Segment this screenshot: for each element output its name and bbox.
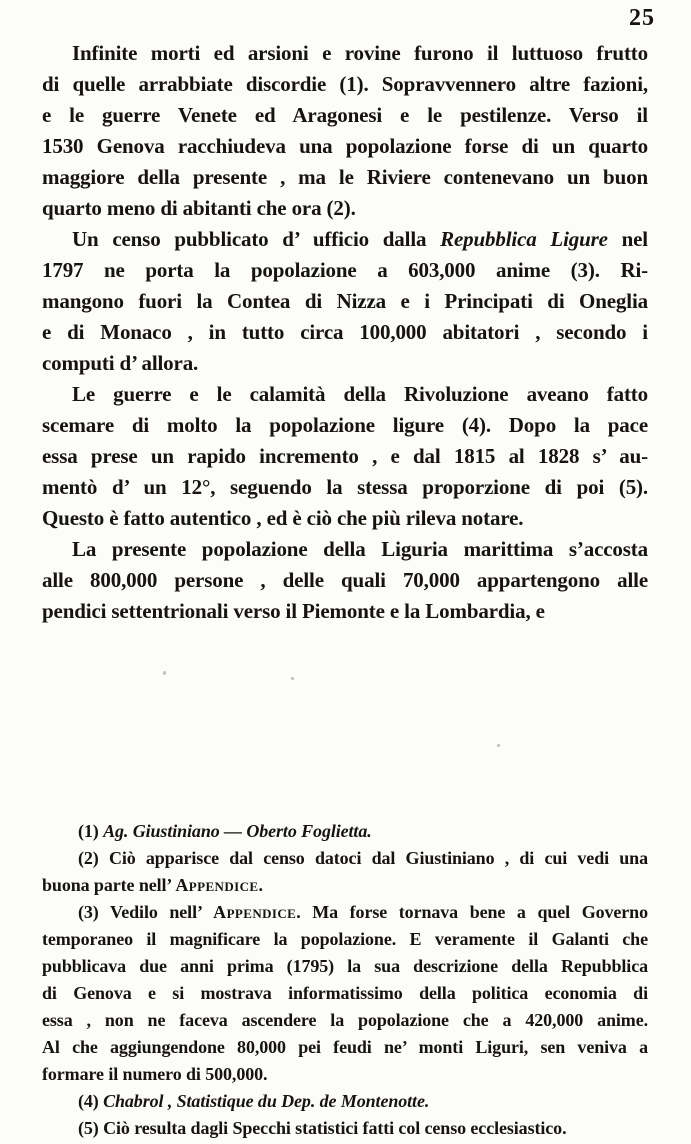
text-line <box>42 1007 648 1034</box>
text-segment: maggiore della presente , ma le Riviere contenevano un buon <box>42 165 648 189</box>
text-segment: di quelle arrabbiate discordie (1). Sopravvennero altre fazioni, <box>42 72 648 96</box>
text-segment: (4) <box>78 1091 104 1111</box>
text-segment: e le guerre Venete ed Aragonesi e le pestilenze. Verso il <box>42 103 648 127</box>
text-line <box>42 1088 648 1115</box>
text-segment: Un censo pubblicato d’ ufficio dalla <box>72 227 441 251</box>
text-line <box>42 872 648 899</box>
paragraph <box>42 379 648 534</box>
text-segment: e di Monaco , in tutto circa 100,000 abitatori , secondo i <box>42 320 648 344</box>
text-segment: Le guerre e le calamità della Rivoluzione aveano fatto <box>72 382 648 406</box>
paragraph <box>42 1115 648 1142</box>
text-segment: pubblicava due anni prima (1795) la sua descrizione della Repubblica <box>42 956 648 976</box>
text-segment: Appendice <box>175 875 259 895</box>
text-line <box>42 1034 648 1061</box>
text-line <box>42 818 648 845</box>
text-segment: (3) Vedilo nell’ <box>78 902 214 922</box>
footnotes-section <box>42 818 648 1142</box>
paragraph <box>42 1088 648 1115</box>
text-segment: Ag. Giustiniano — Oberto Foglietta. <box>103 821 372 841</box>
text-segment: Appendice <box>213 902 297 922</box>
text-line <box>42 980 648 1007</box>
text-line <box>42 565 648 596</box>
body-text <box>42 38 648 627</box>
scan-speck <box>163 671 166 675</box>
text-line <box>42 131 648 162</box>
text-segment: nel <box>607 227 648 251</box>
text-line <box>42 410 648 441</box>
paragraph <box>42 899 648 1088</box>
text-segment: Chabrol , Statistique du Dep. de Montenotte. <box>103 1091 430 1111</box>
text-line <box>42 286 648 317</box>
text-line <box>42 534 648 565</box>
text-line <box>42 503 648 534</box>
text-line <box>42 953 648 980</box>
text-segment: Al che aggiungendone 80,000 pei feudi ne’ monti Liguri, sen veniva a <box>42 1037 648 1057</box>
paragraph <box>42 534 648 627</box>
text-line <box>42 162 648 193</box>
page-number: 25 <box>629 5 655 31</box>
text-line <box>42 899 648 926</box>
scan-speck <box>497 744 500 747</box>
text-segment: 1530 Genova racchiudeva una popolazione forse di un quarto <box>42 134 648 158</box>
text-line <box>42 348 648 379</box>
text-line <box>42 317 648 348</box>
text-line <box>42 69 648 100</box>
paragraph <box>42 38 648 224</box>
text-segment: 1797 ne porta la popolazione a 603,000 anime (3). Ri- <box>42 258 648 282</box>
text-segment: temporaneo il magnificare la popolazione. E veramente il Galanti che <box>42 929 648 949</box>
text-segment: Questo è fatto autentico , ed è ciò che più rileva notare. <box>42 506 524 530</box>
text-line <box>42 38 648 69</box>
text-line <box>42 472 648 503</box>
text-segment: essa , non ne faceva ascendere la popolazione che a 420,000 anime. <box>42 1010 648 1030</box>
text-segment: (1) <box>78 821 104 841</box>
text-line <box>42 845 648 872</box>
text-line <box>42 100 648 131</box>
text-segment: essa prese un rapido incremento , e dal 1815 al 1828 s’ au- <box>42 444 648 468</box>
text-line <box>42 1115 648 1142</box>
text-segment: scemare di molto la popolazione ligure (4). Dopo la pace <box>42 413 648 437</box>
text-segment: pendici settentrionali verso il Piemonte e la Lombardia, e <box>42 599 545 623</box>
text-segment: formare il numero di 500,000. <box>42 1064 268 1084</box>
text-segment: (2) Ciò apparisce dal censo datoci dal Giustiniano , di cui vedi una <box>78 848 648 868</box>
text-segment: mangono fuori la Contea di Nizza e i Principati di Oneglia <box>42 289 648 313</box>
text-line <box>42 224 648 255</box>
text-line <box>42 255 648 286</box>
text-segment: quarto meno di abitanti che ora (2). <box>42 196 356 220</box>
paragraph <box>42 845 648 899</box>
text-segment: alle 800,000 persone , delle quali 70,000 appartengono alle <box>42 568 648 592</box>
text-segment: buona parte nell’ <box>42 875 176 895</box>
text-segment: La presente popolazione della Liguria marittima s’accosta <box>72 537 648 561</box>
text-line <box>42 926 648 953</box>
text-segment: mentò d’ un 12°, seguendo la stessa proporzione di poi (5). <box>42 475 648 499</box>
text-segment: Repubblica Ligure <box>440 227 608 251</box>
text-line <box>42 1061 648 1088</box>
text-line <box>42 441 648 472</box>
text-segment: di Genova e si mostrava informatissimo della politica economia di <box>42 983 648 1003</box>
text-line <box>42 596 648 627</box>
paragraph <box>42 224 648 379</box>
paragraph <box>42 818 648 845</box>
text-segment: . <box>258 875 263 895</box>
text-line <box>42 193 648 224</box>
scan-speck <box>291 677 294 680</box>
text-segment: (5) Ciò resulta dagli Specchi statistici fatti col censo ecclesiastico. <box>78 1118 567 1138</box>
text-segment: . Ma forse tornava bene a quel Governo <box>296 902 648 922</box>
text-line <box>42 379 648 410</box>
text-segment: computi d’ allora. <box>42 351 199 375</box>
text-segment: Infinite morti ed arsioni e rovine furono il luttuoso frutto <box>72 41 648 65</box>
